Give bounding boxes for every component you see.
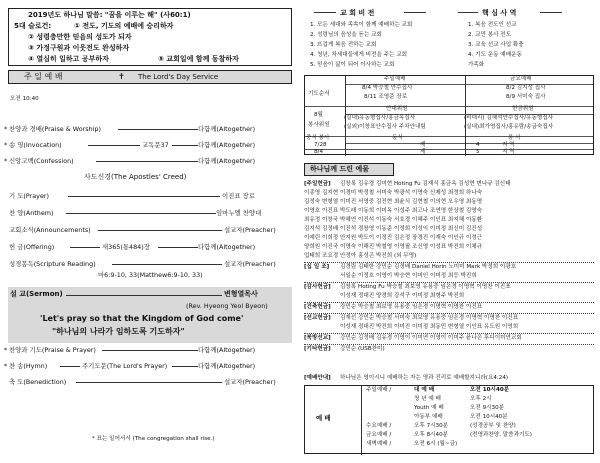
order-label: 기 도(Prayer) [9, 192, 49, 200]
preacher-name: 변형열목사 [224, 290, 258, 298]
offering-line-1: (비대리) 김혜석안수집사/유동형집사 [464, 115, 554, 121]
order-who: 다함께(Altogether) [198, 346, 256, 354]
mission-item: 4. 기도 운동 예배운동 [468, 52, 522, 58]
mission-item: 가족화 [468, 62, 485, 68]
order-label: 신앙고백(Confession) [9, 157, 74, 165]
order-who: 이진표 장로 [222, 192, 255, 200]
order-label: 성경봉독(Scripture Reading) [9, 260, 96, 268]
prayer-friday-2: 8/9 서미숙 집사 [506, 94, 546, 100]
meal-head-mid: 동식 [392, 135, 403, 141]
worship-header-ko: 주 일 예 배 [24, 72, 63, 81]
right-page: 교 회 비 전 1. 모든 세대와 족속이 함께 예배하는 교회 2. 성령님의 음성을 듣는 교회 3. 뜨겁게 복음 전하는 교회 4. 청년, 차세대들에게 비전을 주는 교회 5. 믿음이 삶이 되어 이사하는 교회 핵 심 사 역 1. 복음 전도인 선교 2. 교만 봉사 전도 3. 교육 선교 사업 확충 4. 기도 운동 예배운동 가족화 주일예배 금요예배 기도순서 8/4 박승철 안수집사 8/11 조영준 장로 8/2 김지성 집사 8/9 서미숙 집사 안내위원 헌금위원 8월 봉사위원 (실내)유동형집사/홍금옥집사 (실외)이창표안수집사 주차안내팀 (비대리) 김혜석안수집사/유동형집사 (실내)최가영집사/홍유람/송금숙집사 중식 봉사 동식 봉 사 7/28 제 4 지 역 8/4 제 5 지 역 하나님께 드린 예물 [주일헌금] 김창록 김유경 김미현 Hoting Fu 김재식 홍금옥 김성현 변나규 김신태 이종영 김지현 이경미 박정철 서미숙 박광석 이명숙 신제성 최정희 하나숙 김정숙 변형열 이미진 서영중 김진현 최윤식 김현철 이의현 오우영 최동명 이영호 이진표 박도래 이동희 이미옥 이성주 최고나 조연영 한상철 김영숙 최유정 이창국 박혜연 이진석 이동숙 서호경 이혜주 이인표 최지혜 이동환 김지석 김정배 이진석 정창영 이동준 이정희 이성익 이미정 최신미 김진성 이예린 이희정 안지원 박도이 이정진 김은정 장경진 이재숙 이인규 이정근 양희원 이진국 이명숙 이해진 박철영 이영필 조신영 이성표 박진희 이채규 업태희 조요경 안정아 홍성곤 박진희 (외 무명) [십 일 조] 김경림 김태한 강민순 김정배 Daniel Horin 노미미 Mark 박정희 이광호 서일순 이정호 이영이 박승현 이미인 이미정 최등 박진희 [감사헌금] 김창록 Hoting Fu 박승철 최보영 유용중 임은경 이명혁 이명찬 이진표 이성재 정대진 양경희 강석구 이미정 최형주 박진희 [건축헌금] 강민순 박승철 최보영 유용중 임은경 이명혁 이명찬 이진표 [선교헌금] 김재선 강민순 박승철 서미숙 최보영 유용중 임은경 이명혁 이명찬 이진표 이성재 정대진 박진희 이미진 이미정 최동민 변형열 이인표 유도원 이영희 [북방선교] 강민순 김정배 김유경 이영이 이미연 이영이 이미주 윤나은 후디이미연교회 [기타헌금] 강민순 (USB찬미) [예배안내] 하나님은 영이시니 예배하는 자는 영과 진리로 예배할지니라(요4:24) 예 배 주일예배 / 대 예 배 오전 10시40분 청 년 예 배 오후 2시 Youth 예 배 오전 9시30분 아동부 예배 오전 10시40분 수요예배 / 오후 7시30분 (성경공부 및 찬양) 금요예배 / 오후 8시40분 (전영과찬양, 말씀과기도) 새벽예배 / 오전 6시 (월~금) [300, 0, 600, 463]
month-label: 8월 [314, 112, 323, 118]
vision-item: 5. 믿음이 삶이 되어 이사하는 교회 [310, 62, 395, 68]
offering-label: [주일헌금] [304, 181, 331, 187]
mission-item: 1. 복음 전도인 선교 [468, 22, 517, 28]
table-head-sunday: 주일예배 [384, 76, 406, 82]
offering-label: [기타헌금] [304, 346, 331, 352]
prayer-sunday-2: 8/11 조영준 장로 [364, 94, 408, 100]
worship-guide-label: [예배안내] [304, 375, 331, 381]
schedule-side-label: 예 배 [316, 414, 331, 422]
order-label: 헌 금(Offering) [9, 243, 55, 251]
order-label: 축 도(Benediction) [9, 378, 67, 386]
order-who: 다함께(Altogether) [198, 141, 256, 149]
order-who: 설교자(Preacher) [224, 378, 276, 386]
offering-label: [십 일 조] [304, 264, 330, 270]
vision-title: 교 회 비 전 [340, 9, 375, 17]
meal-label: 중식 봉사 [306, 135, 330, 141]
worship-header-en: The Lord's Day Service [138, 73, 219, 81]
order-who: 임마누엘 찬양대 [216, 209, 262, 217]
mission-item: 3. 교육 선교 사업 확충 [468, 42, 524, 48]
sermon-label: 설 교(Sermon) [10, 290, 63, 298]
offering-label: [건축헌금] [304, 304, 331, 310]
vision-item: 3. 뜨겁게 복음 전하는 교회 [310, 42, 377, 48]
goal-5: ⑤ 교회일에 함께 동참하자 [158, 55, 239, 63]
order-mid: 주기도문(The Lord's Prayer) [82, 362, 168, 370]
preacher-name-en: (Rev. Hyeong Yeol Byeon) [186, 302, 268, 310]
order-label: 찬 양(Anthem) [9, 209, 54, 217]
vision-item: 2. 성령님의 음성을 듣는 교회 [310, 32, 382, 38]
vision-item: 4. 청년, 차세대들에게 비전을 주는 교회 [310, 52, 408, 58]
order-label: 찬양과 경배(Praise & Worship) [9, 125, 101, 133]
order-who: 다함께(Altogether) [198, 243, 256, 251]
order-who: 다함께(Altogether) [198, 125, 256, 133]
cross-icon: ✝ [118, 72, 125, 81]
meal-head-right: 봉 사 [508, 135, 521, 141]
offerings-title: 하나님께 드린 예물 [310, 165, 369, 173]
usher-head: 안내위원 [386, 106, 408, 112]
rise-footnote: * 표는 일어서서 (The congregation shall rise.) [92, 436, 215, 442]
scripture-reference: 마6:9-10, 33(Matthew6:9-10, 33) [98, 271, 203, 279]
mission-item: 2. 교만 봉사 전도 [468, 32, 512, 38]
sermon-title-en: 'Let's pray so that the Kingdom of God come' [40, 314, 244, 323]
order-who: 설교자(Preacher) [224, 260, 276, 268]
order-label: 교회소식(Announcements) [9, 226, 91, 234]
prayer-friday-1: 8/2 김지성 집사 [506, 85, 546, 91]
yearly-theme: 2019년도 하나님 말씀: "꿈을 이루는 해" (사60:1) [28, 11, 191, 19]
prayer-order-label: 기도순서 [308, 91, 330, 97]
prayer-sunday-1: 8/4 박승철 안수집사 [362, 85, 413, 91]
goal-3: ③ 가정구원과 이웃전도 완성하자 [28, 44, 130, 52]
order-label: 찬 송(Hymn) [9, 362, 48, 370]
worship-time: 오전 10:40 [10, 96, 39, 102]
usher-line-1: (실내)유동형집사/홍금옥집사 [344, 115, 416, 121]
goal-2: ② 성령충만한 믿음의 성도가 되자 [28, 33, 132, 41]
creed-label: 사도신경(The Apostles' Creed) [84, 173, 187, 181]
goal-1: ① 전도, 기도의 예배에 승리하자 [74, 22, 174, 30]
order-label: 송 영(Invocation) [9, 141, 62, 149]
order-mid: 교독문37 [142, 141, 169, 149]
offering-line-2: (실내)최가영집사/홍유람/송금숙집사 [464, 124, 554, 130]
vision-item: 1. 모든 세대와 족속이 함께 예배하는 교회 [310, 22, 413, 28]
goal-4: ④ 열심히 일하고 공부하자 [28, 55, 109, 63]
volunteer-label: 봉사위원 [308, 122, 330, 128]
sermon-title-ko: "하나님의 나라가 임하도록 기도하자" [52, 327, 185, 336]
offering-head: 헌금위원 [512, 106, 534, 112]
order-who: 다함께(Altogether) [198, 362, 256, 370]
offering-label: [감사헌금] [304, 284, 331, 290]
usher-line-2: (실외)이창표안수집사 주차안내팀 [344, 124, 426, 130]
offering-label: [선교헌금] [304, 315, 331, 321]
order-mid: 새365(통484)장 [102, 243, 150, 251]
bible-verse: 하나님은 영이시니 예배하는 자는 영과 진리로 예배할지니라(요4:24) [340, 375, 509, 381]
order-label: 찬양과 기도(Praise & Prayer) [9, 346, 96, 354]
slogan-label: 5대 슬로건: [14, 22, 52, 30]
table-head-friday: 금요예배 [510, 76, 532, 82]
mission-title: 핵 심 사 역 [482, 9, 517, 17]
left-page: 2019년도 하나님 말씀: "꿈을 이루는 해" (사60:1) 5대 슬로건: ① 전도, 기도의 예배에 승리하자 ② 성령충만한 믿음의 성도가 되자 ③ 가정구원과 이웃전도 완성하자 ④ 열심히 일하고 공부하자 ⑤ 교회일에 함께 동참하자 주 일 예 배 ✝ The Lord's Day Service 오전 10:40 * 찬양과 경배(Praise & Worship) 다함께(Altogether) * 송 영(Invocation) 교독문37 다함께(Altogether) * 신앙고백(Confession) 다함께(Altogether) 사도신경(The Apostles' Creed) 기 도(Prayer) 이진표 장로 찬 양(Anthem) 임마누엘 찬양대 교회소식(Announcements) 설교자(Preacher) 헌 금(Offering) 새365(통484)장 다함께(Altogether) 성경봉독(Scripture Reading) 설교자(Preacher) 마6:9-10, 33(Matthew6:9-10, 33) 설 교(Sermon) 변형열목사 (Rev. Hyeong Yeol Byeon) 'Let's pray so that the Kingdom of God come' "하나님의 나라가 임하도록 기도하자" * 찬양과 기도(Praise & Prayer) 다함께(Altogether) * 찬 송(Hymn) 주기도문(The Lord's Prayer) 다함께(Altogether) 축 도(Benediction) 설교자(Preacher) * 표는 일어서서 (The congregation shall rise.) [0, 0, 300, 463]
order-who: 다함께(Altogether) [198, 157, 256, 165]
order-who: 설교자(Preacher) [224, 226, 276, 234]
offering-label: [북방선교] [304, 335, 331, 341]
